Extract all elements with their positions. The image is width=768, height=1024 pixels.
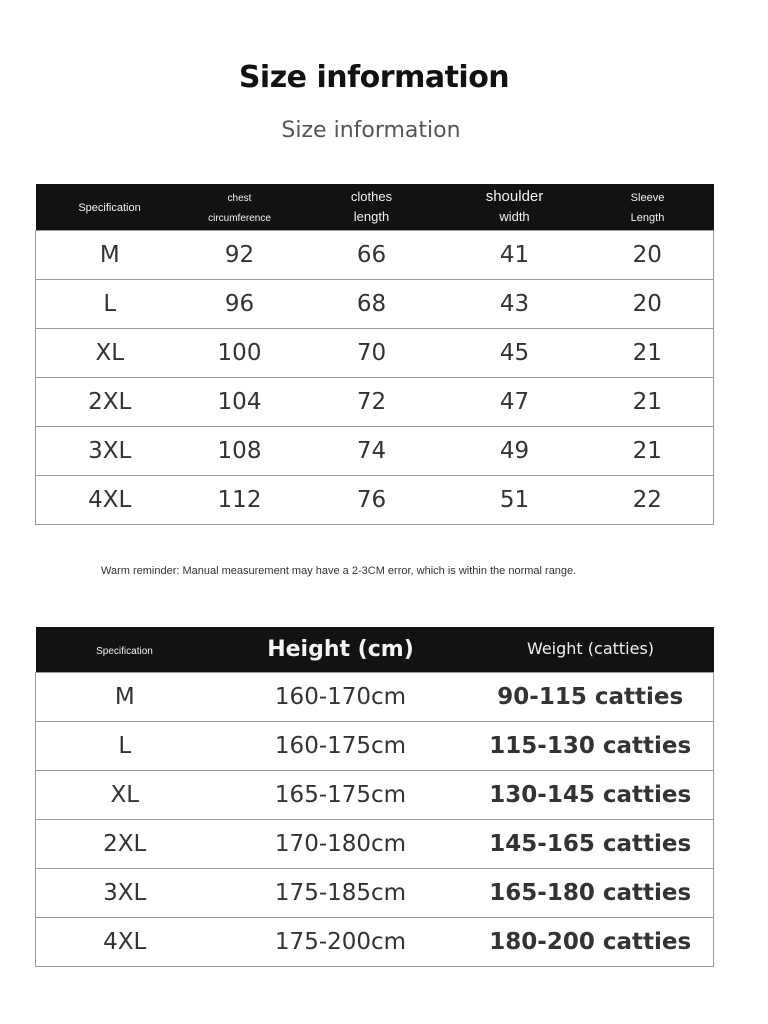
cell-length: 70 (296, 329, 448, 378)
cell-height: 175-200cm (214, 918, 468, 967)
cell-shoulder: 47 (448, 378, 582, 427)
table-row (36, 231, 714, 280)
cell-sleeve: 20 (582, 280, 714, 329)
cell-sleeve: 21 (582, 427, 714, 476)
cell-size: 3XL (36, 869, 214, 918)
cell-size: M (36, 673, 214, 722)
cell-size: L (36, 722, 214, 771)
cell-sleeve: 20 (582, 231, 714, 280)
cell-size: XL (36, 329, 184, 378)
cell-shoulder: 41 (448, 231, 582, 280)
fit-table-header (36, 627, 714, 673)
table-row (36, 869, 714, 918)
cell-sleeve: 21 (582, 329, 714, 378)
cell-height: 160-170cm (214, 673, 468, 722)
cell-weight: 90-115 catties (468, 673, 714, 722)
cell-length: 76 (296, 476, 448, 525)
cell-size: 4XL (36, 476, 184, 525)
cell-size: 3XL (36, 427, 184, 476)
table-row (36, 280, 714, 329)
cell-length: 72 (296, 378, 448, 427)
cell-chest: 112 (184, 476, 296, 525)
cell-chest: 108 (184, 427, 296, 476)
table-row (36, 427, 714, 476)
header-chest-circumference: chest circumference (184, 184, 296, 231)
cell-shoulder: 49 (448, 427, 582, 476)
cell-size: L (36, 280, 184, 329)
page-subtitle: Size information (281, 118, 461, 143)
cell-chest: 92 (184, 231, 296, 280)
measurement-reminder: Warm reminder: Manual measurement may have a 2-3CM error, which is within the normal range. (101, 565, 577, 577)
cell-chest: 96 (184, 280, 296, 329)
table-row (36, 918, 714, 967)
header-specification: Specification (36, 184, 184, 231)
table-row (36, 722, 714, 771)
cell-length: 68 (296, 280, 448, 329)
header-weight: Weight (catties) (468, 627, 714, 673)
cell-weight: 130-145 catties (468, 771, 714, 820)
cell-height: 165-175cm (214, 771, 468, 820)
header-clothes-length: clothes length (296, 184, 448, 231)
cell-length: 66 (296, 231, 448, 280)
header-specification: Specification (36, 627, 214, 673)
cell-chest: 104 (184, 378, 296, 427)
cell-chest: 100 (184, 329, 296, 378)
cell-shoulder: 45 (448, 329, 582, 378)
cell-height: 160-175cm (214, 722, 468, 771)
cell-weight: 180-200 catties (468, 918, 714, 967)
cell-size: XL (36, 771, 214, 820)
cell-weight: 115-130 catties (468, 722, 714, 771)
table-row (36, 771, 714, 820)
header-sleeve-length: Sleeve Length (582, 184, 714, 231)
table-row (36, 673, 714, 722)
cell-sleeve: 22 (582, 476, 714, 525)
cell-height: 170-180cm (214, 820, 468, 869)
table-row (36, 820, 714, 869)
table-row (36, 476, 714, 525)
cell-shoulder: 51 (448, 476, 582, 525)
cell-size: 4XL (36, 918, 214, 967)
fit-table (35, 627, 714, 967)
cell-size: 2XL (36, 378, 184, 427)
cell-weight: 145-165 catties (468, 820, 714, 869)
cell-shoulder: 43 (448, 280, 582, 329)
table-row (36, 329, 714, 378)
size-table-header (36, 184, 714, 231)
page-title: Size information (238, 60, 510, 95)
cell-size: M (36, 231, 184, 280)
cell-size: 2XL (36, 820, 214, 869)
size-table (35, 184, 714, 525)
cell-weight: 165-180 catties (468, 869, 714, 918)
header-shoulder-width: shoulder width (448, 184, 582, 231)
table-row (36, 378, 714, 427)
cell-length: 74 (296, 427, 448, 476)
cell-height: 175-185cm (214, 869, 468, 918)
cell-sleeve: 21 (582, 378, 714, 427)
header-height: Height (cm) (214, 627, 468, 673)
